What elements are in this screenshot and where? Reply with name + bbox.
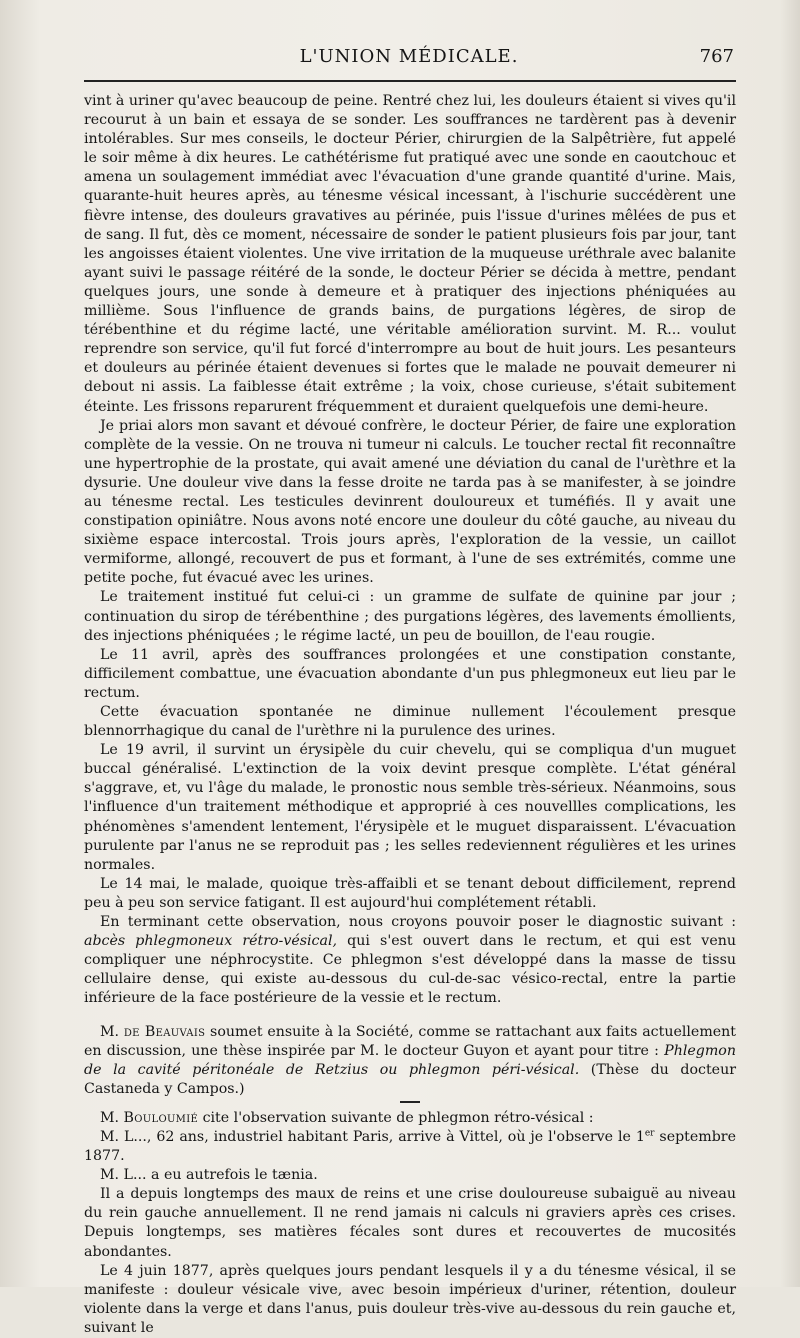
paragraph: Le traitement institué fut celui-ci : un gramme de sulfate de quinine par jour ; continuation du sirop de térébenthine ; des purgations légères, des lavements émollients, des injections phéniquées ; le régime lacté, un peu de bouillon, de l'eau rougie. [84, 589, 736, 644]
speaker-prefix: M. [100, 1109, 124, 1126]
spacer [84, 1009, 736, 1023]
paragraph: Le 19 avril, il survint un érysipèle du cuir chevelu, qui se compliqua d'un muguet buccal généralisé. L'extinction de la voix devint presque complète. L'état général s'aggrave, et, vu l'âge du malade, le pronostic nous semble très-sérieux. Néanmoins, sous l'influence d'un traitement méthodique et approprié à ces nouvellles complications, les phénomènes s'amendent lentement, l'érysipèle et le muguet disparaissent. L'évacuation purulente par l'anus ne se reproduit pas ; les selles redeviennent régulières et les urines normales. [84, 742, 736, 873]
speaker-name: Bouloumié [123, 1109, 199, 1126]
speaker-name: de Beauvais [123, 1023, 206, 1040]
header-rule [84, 80, 736, 82]
bouloumie-text: cite l'observation suivante de phlegmon rétro-vésical : [198, 1109, 594, 1126]
beauvais-after: (Thèse du docteur Castaneda y Campos.) [84, 1061, 736, 1097]
page-number: 767 [699, 46, 734, 67]
observation-paragraph: Il a depuis longtemps des maux de reins et une crise douloureuse subaiguë au niveau du rein gauche annuellement. Il ne rend jamais ni calculs ni graviers après ces crises. Depuis longtemps, ses matières fécales sont dures et recouvertes de mucosités abondantes. [84, 1186, 736, 1260]
beauvais-text: soumet ensuite à la Société, comme se rattachant aux faits actuellement en discussion, une thèse inspirée par M. le docteur Guyon et ayant pour titre : [84, 1023, 737, 1059]
journal-title: L'UNION MÉDICALE. [299, 46, 519, 67]
conclusion-paragraph [84, 913, 736, 1008]
conclusion-rest: qui s'est ouvert dans le rectum, et qui est venu compliquer une néphrocystite. Ce phlegmon s'est développé dans la masse de tissu cellulaire dense, qui existe au-dessous du cul-de-sac vésico-rectal, entre la partie inférieure de la face postérieure de la vessie et le rectum. [84, 933, 736, 1007]
observation-text: septembre 1877. [84, 1128, 736, 1165]
speaker-prefix: M. [100, 1023, 124, 1040]
bouloumie-paragraph [84, 1109, 736, 1128]
observation-paragraph: Le 4 juin 1877, après quelques jours pendant lesquels il y a du ténesme vésical, il se manifeste : douleur vésicale vive, avec besoin impérieux d'uriner, rétention, douleur violente dans la verge et dans l'anus, puis douleur très-vive au-dessous du rein gauche et, suivant le [84, 1262, 736, 1336]
paragraph: Cette évacuation spontanée ne diminue nullement l'écoulement presque blennorrhagique du canal de l'urèthre ni la purulence des urines. [84, 704, 736, 740]
paragraph: Le 14 mai, le malade, quoique très-affaibli et se tenant debout difficilement, reprend peu à peu son service fatigant. Il est aujourd'hui complétement rétabli. [84, 875, 736, 911]
ordinal-superscript: er [644, 1128, 655, 1139]
conclusion-lead: En terminant cette observation, nous croyons pouvoir poser le diagnostic suivant : [100, 914, 736, 931]
observation-paragraph [84, 1128, 736, 1166]
observation-text: M. L..., 62 ans, industriel habitant Paris, arrive à Vittel, où je l'observe le 1 [100, 1128, 645, 1145]
section-separator [400, 1101, 420, 1103]
beauvais-paragraph [84, 1023, 736, 1099]
paragraph: vint à uriner qu'avec beaucoup de peine. Rentré chez lui, les douleurs étaient si vives qu'il recourut à un bain et essaya de se sonder. Les souffrances ne tardèrent pas à devenir intolérables. Sur mes conseils, le docteur Périer, chirurgien de la Salpêtrière, fut appelé le soir même à dix heures. Le cathétérisme fut pratiqué avec une sonde en caoutchouc et amena un soulagement immédiat avec l'évacuation d'une grande quantité d'urine. Mais, quarante-huit heures après, au ténesme vésical incessant, à l'ischurie succédèrent une fièvre intense, des douleurs gravatives au périnée, puis l'issue d'urines mêlées de pus et de sang. Il fut, dès ce moment, nécessaire de sonder le patient plusieurs fois par jour, tant les angoisses étaient violentes. Une vive irritation de la muqueuse uréthrale avec balanite ayant suivi le passage réitéré de la sonde, le docteur Périer se décida à mettre, pendant quelques jours, une sonde à demeure et à pratiquer des injections phéniquées au millième. Sous l'influence de grands bains, de purgations légères, de sirop de térébenthine et du régime lacté, une véritable amélioration survint. M. R... voulut reprendre son service, qu'il fut forcé d'interrompre au bout de huit jours. Les pesanteurs et douleurs au périnée étaient devenues si fortes que le malade ne pouvait demeurer ni debout ni assis. La faiblesse était extrême ; la voix, chose curieuse, s'était subitement éteinte. Les frissons reparurent fréquemment et duraient quelquefois une demi-heure. [84, 93, 736, 415]
paragraph: Le 11 avril, après des souffrances prolongées et une constipation constante, difficilement combattue, une évacuation abondante d'un pus phlegmoneux eut lieu par le rectum. [84, 646, 736, 701]
page-header [84, 46, 734, 72]
thesis-title: Phlegmon de la cavité péritonéale de Retzius ou phlegmon péri-vésical. [84, 1042, 736, 1078]
paragraph: Je priai alors mon savant et dévoué confrère, le docteur Périer, de faire une exploration complète de la vessie. On ne trouva ni tumeur ni calculs. Le toucher rectal fit reconnaître une hypertrophie de la prostate, qui avait amené une déviation du canal de l'urèthre et la dysurie. Une douleur vive dans la fesse droite ne tarda pas à se manifester, à se joindre au ténesme rectal. Les testicules devinrent douloureux et tuméfiés. Il y avait une constipation opiniâtre. Nous avons noté encore une douleur du côté gauche, au niveau du sixième espace intercostal. Trois jours après, l'exploration de la vessie, un caillot vermiforme, allongé, recouvert de pus et formant, à l'une de ses extrémités, comme une petite poche, fut évacué avec les urines. [84, 417, 736, 587]
observation-paragraph: M. L... a eu autrefois le tænia. [100, 1167, 318, 1184]
diagnosis-term: abcès phlegmoneux rétro-vésical, [84, 933, 338, 950]
article-body [84, 92, 736, 1338]
